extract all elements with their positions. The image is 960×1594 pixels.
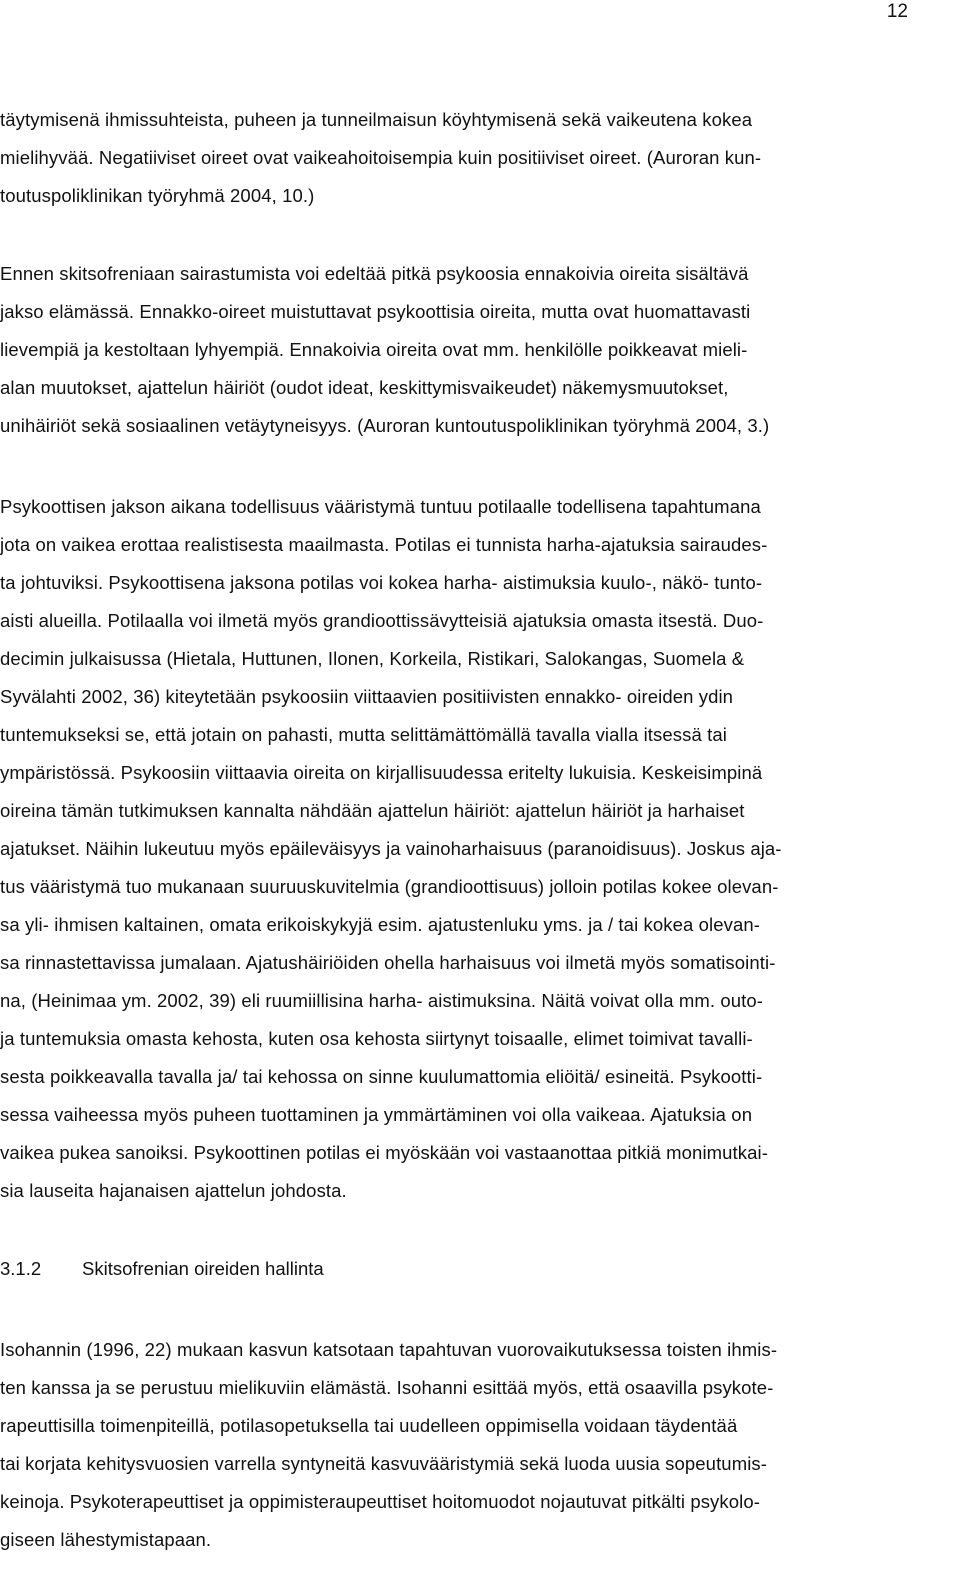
text-line: vaikea pukea sanoiksi. Psykoottinen potilas ei myöskään voi vastaanottaa pitkiä monimutkai- [0, 1142, 768, 1163]
text-line: Psykoottisen jakson aikana todellisuus vääristymä tuntuu potilaalle todellisena tapahtumana [0, 496, 761, 517]
text-line: Syvälahti 2002, 36) kiteytetään psykoosiin viittaavien positiivisten ennakko- oireiden ydin [0, 686, 734, 707]
text-line: ta johtuviksi. Psykoottisena jaksona potilas voi kokea harha- aistimuksia kuulo-, näkö- tunto- [0, 572, 763, 593]
text-line: ajatukset. Näihin lukeutuu myös epäileväisyys ja vainoharhaisuus (paranoidisuus). Joskus aja- [0, 838, 782, 859]
text-line: rapeuttisilla toimenpiteillä, potilasopetuksella tai uudelleen oppimisella voidaan täydentää [0, 1415, 738, 1436]
text-line: jota on vaikea erottaa realistisesta maailmasta. Potilas ei tunnista harha-ajatuksia sairaudes- [0, 534, 768, 555]
text-line: mielihyvää. Negatiiviset oireet ovat vaikeahoitoisempia kuin positiiviset oireet. (Auroran kun- [0, 147, 762, 168]
text-line: tus vääristymä tuo mukanaan suuruuskuvitelmia (grandioottisuus) jolloin potilas kokee olevan- [0, 876, 779, 897]
text-line: jakso elämässä. Ennakko-oireet muistuttavat psykoottisia oireita, mutta ovat huomattavasti [0, 301, 751, 322]
text-line: Ennen skitsofreniaan sairastumista voi edeltää pitkä psykoosia ennakoivia oireita sisältävä [0, 263, 749, 284]
section-number: 3.1.2 [0, 1258, 42, 1279]
text-line: keinoja. Psykoterapeuttiset ja oppimisteraupeuttiset hoitomuodot nojautuvat pitkälti psykolo- [0, 1491, 761, 1512]
text-line: unihäiriöt sekä sosiaalinen vetäytyneisyys. (Auroran kuntoutuspoliklinikan työryhmä 2004, 3.) [0, 415, 770, 436]
text-line: sa rinnastettavissa jumalaan. Ajatushäiriöiden ohella harhaisuus voi ilmetä myös somatisointi- [0, 952, 776, 973]
text-line: sia lauseita hajanaisen ajattelun johdosta. [0, 1180, 347, 1201]
text-line: aisti alueilla. Potilaalla voi ilmetä myös grandioottissävytteisiä ajatuksia omasta itsestä. Duo- [0, 610, 764, 631]
text-line: Isohannin (1996, 22) mukaan kasvun katsotaan tapahtuvan vuorovaikutuksessa toisten ihmis- [0, 1339, 778, 1360]
text-line: decimin julkaisussa (Hietala, Huttunen, Ilonen, Korkeila, Ristikari, Salokangas, Suomela & [0, 648, 745, 669]
text-line: tai korjata kehitysvuosien varrella syntyneitä kasvuvääristymiä sekä luoda uusia sopeutumis- [0, 1453, 768, 1474]
text-line: giseen lähestymistapaan. [0, 1529, 212, 1550]
text-line: ja tuntemuksia omasta kehosta, kuten osa kehosta siirtynyt toisaalle, elimet toimivat tavalli- [0, 1028, 753, 1049]
text-line: tuntemukseksi se, että jotain on pahasti, mutta selittämättömällä tavalla vialla itsessä tai [0, 724, 727, 745]
text-line: täytymisenä ihmissuhteista, puheen ja tunneilmaisun köyhtymisenä sekä vaikeutena kokea [0, 109, 753, 130]
page-number: 12 [886, 1, 908, 22]
text-line: alan muutokset, ajattelun häiriöt (oudot ideat, keskittymisvaikeudet) näkemysmuutokset, [0, 377, 729, 398]
text-line: toutuspoliklinikan työryhmä 2004, 10.) [0, 185, 315, 206]
text-line: na, (Heinimaa ym. 2002, 39) eli ruumiillisina harha- aistimuksina. Näitä voivat olla mm. outo- [0, 990, 764, 1011]
text-line: oireina tämän tutkimuksen kannalta nähdään ajattelun häiriöt: ajattelun häiriöt ja harhaiset [0, 800, 745, 821]
text-line: sessa vaiheessa myös puheen tuottaminen ja ymmärtäminen voi olla vaikeaa. Ajatuksia on [0, 1104, 753, 1125]
text-line: lievempiä ja kestoltaan lyhyempiä. Ennakoivia oireita ovat mm. henkilölle poikkeavat mieli- [0, 339, 748, 360]
section-title: Skitsofrenian oireiden hallinta [82, 1258, 324, 1279]
text-line: ympäristössä. Psykoosiin viittaavia oireita on kirjallisuudessa eritelty lukuisia. Keskeisimpinä [0, 762, 763, 783]
text-line: ten kanssa ja se perustuu mielikuviin elämästä. Isohanni esittää myös, että osaavilla psykote- [0, 1377, 774, 1398]
text-line: sesta poikkeavalla tavalla ja/ tai kehossa on sinne kuulumattomia eliöitä/ esineitä. Psykootti- [0, 1066, 763, 1087]
text-line: sa yli- ihmisen kaltainen, omata erikoiskykyjä esim. ajatustenluku yms. ja / tai kokea olevan- [0, 914, 760, 935]
